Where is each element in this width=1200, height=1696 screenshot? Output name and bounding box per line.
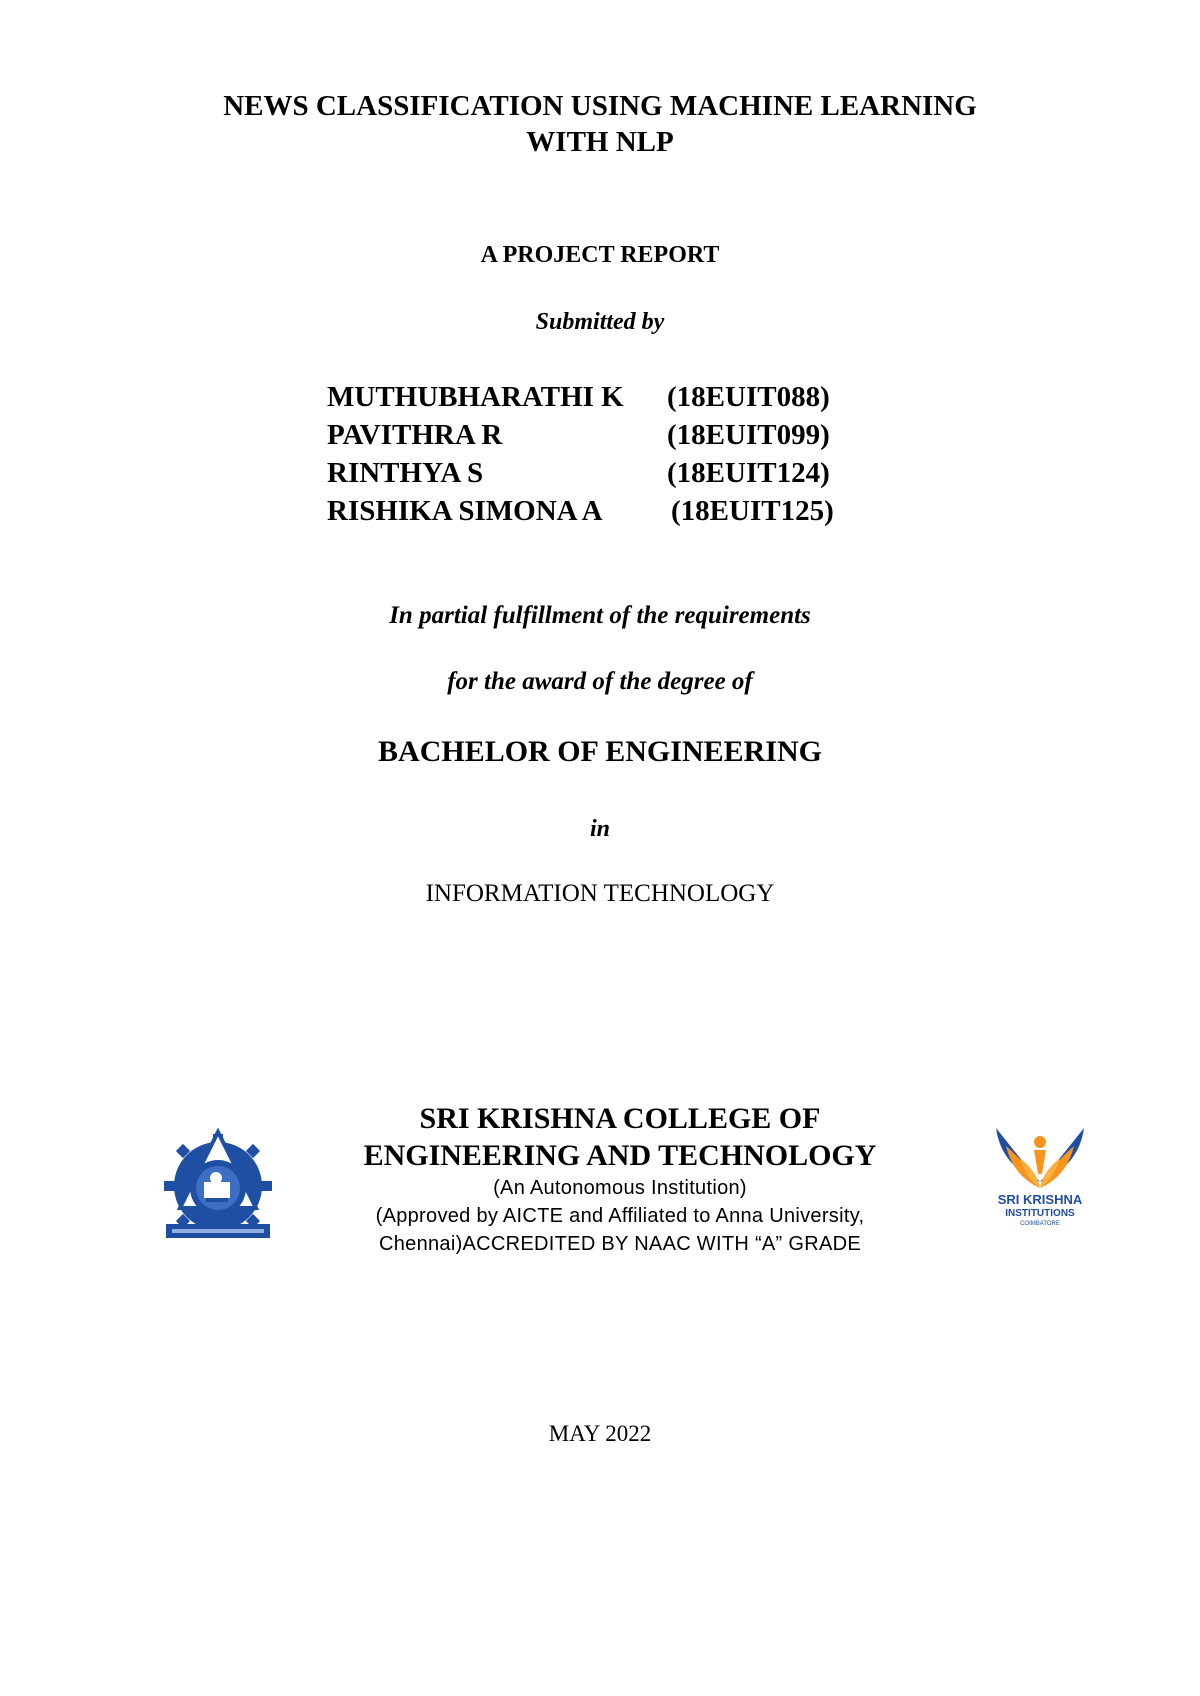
author-name: RISHIKA SIMONA A [327,495,603,527]
author-list [327,378,887,530]
college-name-line-1: SRI KRISHNA COLLEGE OF [419,1102,821,1135]
author-id: (18EUIT124) [667,457,830,489]
logo-text-line-3: COIMBATORE [1020,1221,1060,1227]
autonomous-line: (An Autonomous Institution) [493,1177,747,1199]
requirements-line: In partial fulfillment of the requirements [389,602,811,629]
author-name: RINTHYA S [327,457,484,489]
logo-text-line-1: SRI KRISHNA [997,1192,1083,1207]
approval-line-1: (Approved by AICTE and Affiliated to Anna University, [375,1205,865,1227]
degree-name: BACHELOR OF ENGINEERING [378,735,822,768]
college-block [320,1100,920,1258]
college-details [320,1174,920,1258]
college-emblem-icon [160,1128,272,1244]
author-row [327,492,887,530]
author-id: (18EUIT099) [667,419,830,451]
award-line: for the award of the degree of [447,668,753,695]
title-line-1: NEWS CLASSIFICATION USING MACHINE LEARNING [223,90,977,122]
author-name: MUTHUBHARATHI K [327,381,624,413]
report-title [0,88,1200,160]
college-name [320,1100,920,1174]
approval-line-2: Chennai)ACCREDITED BY NAAC WITH “A” GRADE [378,1233,862,1255]
author-row [327,454,887,492]
author-row [327,378,887,416]
branch-name: INFORMATION TECHNOLOGY [425,880,775,907]
report-type: A PROJECT REPORT [480,242,720,268]
title-line-2: WITH NLP [526,126,674,158]
author-name: PAVITHRA R [327,419,503,451]
report-date: MAY 2022 [548,1421,652,1446]
sri-krishna-institutions-logo [990,1122,1090,1232]
author-row [327,416,887,454]
author-id: (18EUIT088) [667,381,830,413]
in-text: in [589,816,610,842]
author-id: (18EUIT125) [671,495,834,527]
college-name-line-2: ENGINEERING AND TECHNOLOGY [363,1139,877,1172]
logo-text-line-2: INSTITUTIONS [1005,1208,1075,1219]
submitted-by: Submitted by [535,309,665,335]
